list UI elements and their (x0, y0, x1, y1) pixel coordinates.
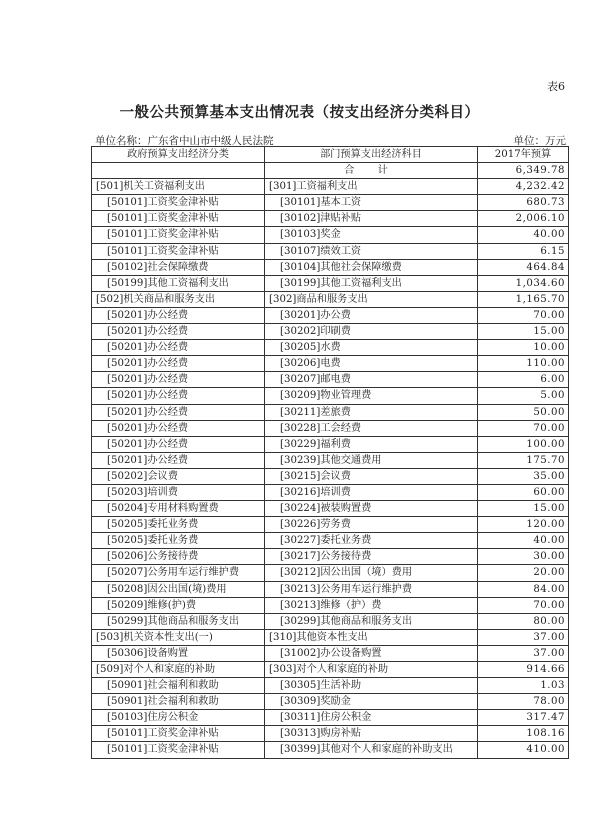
gov-class-cell: [50901]社会福利和救助 (92, 678, 265, 694)
dept-class-cell: [30103]奖金 (265, 227, 478, 243)
table-row (92, 468, 569, 484)
gov-class-cell: [50201]办公经费 (92, 388, 265, 404)
budget-value-cell: 5.00 (478, 388, 569, 404)
budget-value-cell: 40.00 (478, 227, 569, 243)
gov-class-cell: [50101]工资奖金津补贴 (92, 243, 265, 259)
table-row (92, 645, 569, 661)
gov-class-cell: [50201]办公经费 (92, 420, 265, 436)
table-row (92, 324, 569, 340)
table-row (92, 404, 569, 420)
gov-class-cell: [50205]委托业务费 (92, 517, 265, 533)
gov-class-cell: [50101]工资奖金津补贴 (92, 742, 265, 758)
table-row (92, 452, 569, 468)
gov-class-cell: [50101]工资奖金津补贴 (92, 726, 265, 742)
dept-class-cell: [30299]其他商品和服务支出 (265, 613, 478, 629)
dept-class-cell: [303]对个人和家庭的补助 (265, 662, 478, 678)
dept-class-cell: [30226]劳务费 (265, 517, 478, 533)
table-row (92, 629, 569, 645)
table-row (92, 340, 569, 356)
budget-value-cell: 6.00 (478, 372, 569, 388)
table-row (92, 227, 569, 243)
header-gov-class: 政府预算支出经济分类 (92, 147, 265, 163)
gov-class-cell: [50101]工资奖金津补贴 (92, 227, 265, 243)
dept-class-cell: [30207]邮电费 (265, 372, 478, 388)
gov-class-cell: [50201]办公经费 (92, 452, 265, 468)
dept-class-cell: [30107]绩效工资 (265, 243, 478, 259)
budget-value-cell: 70.00 (478, 597, 569, 613)
table-row (92, 259, 569, 275)
budget-value-cell: 40.00 (478, 533, 569, 549)
table-row (92, 742, 569, 758)
budget-value-cell: 2,006.10 (478, 211, 569, 227)
gov-class-cell: [50202]会议费 (92, 468, 265, 484)
dept-class-cell: [30309]奖励金 (265, 694, 478, 710)
dept-class-cell: [30399]其他对个人和家庭的补助支出 (265, 742, 478, 758)
gov-class-cell: [50207]公务用车运行维护费 (92, 565, 265, 581)
budget-value-cell: 464.84 (478, 259, 569, 275)
dept-class-cell: [30313]购房补贴 (265, 726, 478, 742)
table-number: 表6 (547, 80, 565, 93)
table-row (92, 678, 569, 694)
dept-class-cell: [301]工资福利支出 (265, 179, 478, 195)
gov-class-cell: [50299]其他商品和服务支出 (92, 613, 265, 629)
budget-value-cell: 70.00 (478, 307, 569, 323)
dept-class-cell: [30212]因公出国（境）费用 (265, 565, 478, 581)
gov-class-cell: [50101]工资奖金津补贴 (92, 195, 265, 211)
gov-class-cell: [50206]公务接待费 (92, 549, 265, 565)
header-budget-2017: 2017年预算 (478, 147, 569, 163)
gov-class-cell: [50306]设备购置 (92, 645, 265, 661)
gov-class-cell: [50209]维修(护)费 (92, 597, 265, 613)
budget-value-cell: 37.00 (478, 645, 569, 661)
table-row (92, 662, 569, 678)
dept-class-cell: [30101]基本工资 (265, 195, 478, 211)
gov-class-cell: [50103]住房公积金 (92, 710, 265, 726)
table-row (92, 372, 569, 388)
table-row (92, 179, 569, 195)
dept-class-cell: [30205]水费 (265, 340, 478, 356)
total-value: 6,349.78 (478, 163, 569, 179)
gov-class-cell: [501]机关工资福利支出 (92, 179, 265, 195)
dept-class-cell: [30211]差旅费 (265, 404, 478, 420)
gov-class-cell: [50201]办公经费 (92, 307, 265, 323)
budget-value-cell: 120.00 (478, 517, 569, 533)
gov-class-cell: [50901]社会福利和救助 (92, 694, 265, 710)
table-row (92, 307, 569, 323)
dept-class-cell: [30311]住房公积金 (265, 710, 478, 726)
total-empty-cell (92, 163, 265, 179)
dept-class-cell: [30228]工会经费 (265, 420, 478, 436)
header-dept-class: 部门预算支出经济科目 (265, 147, 478, 163)
dept-class-cell: [30216]培训费 (265, 484, 478, 500)
budget-value-cell: 78.00 (478, 694, 569, 710)
dept-class-cell: [30104]其他社会保障缴费 (265, 259, 478, 275)
table-row (92, 694, 569, 710)
budget-value-cell: 20.00 (478, 565, 569, 581)
table-row (92, 211, 569, 227)
dept-class-cell: [310]其他资本性支出 (265, 629, 478, 645)
budget-value-cell: 6.15 (478, 243, 569, 259)
dept-class-cell: [30239]其他交通费用 (265, 452, 478, 468)
dept-class-cell: [30213]公务用车运行维护费 (265, 581, 478, 597)
dept-class-cell: [30202]印刷费 (265, 324, 478, 340)
budget-value-cell: 317.47 (478, 710, 569, 726)
dept-class-cell: [30215]会议费 (265, 468, 478, 484)
budget-table (91, 146, 569, 759)
budget-value-cell: 108.16 (478, 726, 569, 742)
header-row (92, 147, 569, 163)
table-row (92, 581, 569, 597)
total-label: 合 计 (265, 163, 478, 179)
dept-class-cell: [30213]维修（护）费 (265, 597, 478, 613)
table-row (92, 726, 569, 742)
budget-value-cell: 35.00 (478, 468, 569, 484)
budget-value-cell: 50.00 (478, 404, 569, 420)
budget-value-cell: 15.00 (478, 324, 569, 340)
budget-value-cell: 80.00 (478, 613, 569, 629)
budget-value-cell: 4,232.42 (478, 179, 569, 195)
table-row (92, 549, 569, 565)
table-row (92, 565, 569, 581)
table-row (92, 195, 569, 211)
gov-class-cell: [50203]培训费 (92, 484, 265, 500)
budget-value-cell: 70.00 (478, 420, 569, 436)
gov-class-cell: [50102]社会保障缴费 (92, 259, 265, 275)
table-row (92, 517, 569, 533)
gov-class-cell: [50201]办公经费 (92, 356, 265, 372)
gov-class-cell: [50101]工资奖金津补贴 (92, 211, 265, 227)
table-row (92, 275, 569, 291)
budget-value-cell: 680.73 (478, 195, 569, 211)
budget-value-cell: 914.66 (478, 662, 569, 678)
table-row (92, 436, 569, 452)
budget-value-cell: 15.00 (478, 501, 569, 517)
dept-class-cell: [30199]其他工资福利支出 (265, 275, 478, 291)
gov-class-cell: [503]机关资本性支出(一) (92, 629, 265, 645)
table-row (92, 710, 569, 726)
dept-class-cell: [30102]津贴补贴 (265, 211, 478, 227)
dept-class-cell: [31002]办公设备购置 (265, 645, 478, 661)
budget-value-cell: 1,165.70 (478, 291, 569, 307)
gov-class-cell: [50201]办公经费 (92, 372, 265, 388)
unit-name: 单位名称：广东省中山市中级人民法院 (95, 135, 274, 147)
table-row (92, 356, 569, 372)
gov-class-cell: [50208]因公出国(境)费用 (92, 581, 265, 597)
table-row (92, 243, 569, 259)
budget-value-cell: 60.00 (478, 484, 569, 500)
table-row (92, 501, 569, 517)
budget-value-cell: 100.00 (478, 436, 569, 452)
unit-label: 单位：万元 (513, 135, 566, 147)
table-row (92, 420, 569, 436)
budget-value-cell: 175.70 (478, 452, 569, 468)
budget-value-cell: 1.03 (478, 678, 569, 694)
budget-value-cell: 410.00 (478, 742, 569, 758)
table-row (92, 484, 569, 500)
dept-class-cell: [30201]办公费 (265, 307, 478, 323)
gov-class-cell: [502]机关商品和服务支出 (92, 291, 265, 307)
table-row (92, 613, 569, 629)
gov-class-cell: [50204]专用材料购置费 (92, 501, 265, 517)
gov-class-cell: [50205]委托业务费 (92, 533, 265, 549)
budget-value-cell: 110.00 (478, 356, 569, 372)
table-row (92, 388, 569, 404)
budget-value-cell: 84.00 (478, 581, 569, 597)
dept-class-cell: [30227]委托业务费 (265, 533, 478, 549)
gov-class-cell: [509]对个人和家庭的补助 (92, 662, 265, 678)
dept-class-cell: [30217]公务接待费 (265, 549, 478, 565)
table-row (92, 533, 569, 549)
budget-value-cell: 37.00 (478, 629, 569, 645)
budget-value-cell: 10.00 (478, 340, 569, 356)
dept-class-cell: [30305]生活补助 (265, 678, 478, 694)
total-row (92, 163, 569, 179)
dept-class-cell: [30224]被装购置费 (265, 501, 478, 517)
gov-class-cell: [50199]其他工资福利支出 (92, 275, 265, 291)
gov-class-cell: [50201]办公经费 (92, 404, 265, 420)
dept-class-cell: [30206]电费 (265, 356, 478, 372)
gov-class-cell: [50201]办公经费 (92, 324, 265, 340)
dept-class-cell: [30209]物业管理费 (265, 388, 478, 404)
document-title: 一般公共预算基本支出情况表（按支出经济分类科目） (119, 105, 480, 121)
table-row (92, 291, 569, 307)
budget-value-cell: 1,034.60 (478, 275, 569, 291)
budget-value-cell: 30.00 (478, 549, 569, 565)
dept-class-cell: [30229]福利费 (265, 436, 478, 452)
gov-class-cell: [50201]办公经费 (92, 340, 265, 356)
gov-class-cell: [50201]办公经费 (92, 436, 265, 452)
table-row (92, 597, 569, 613)
dept-class-cell: [302]商品和服务支出 (265, 291, 478, 307)
